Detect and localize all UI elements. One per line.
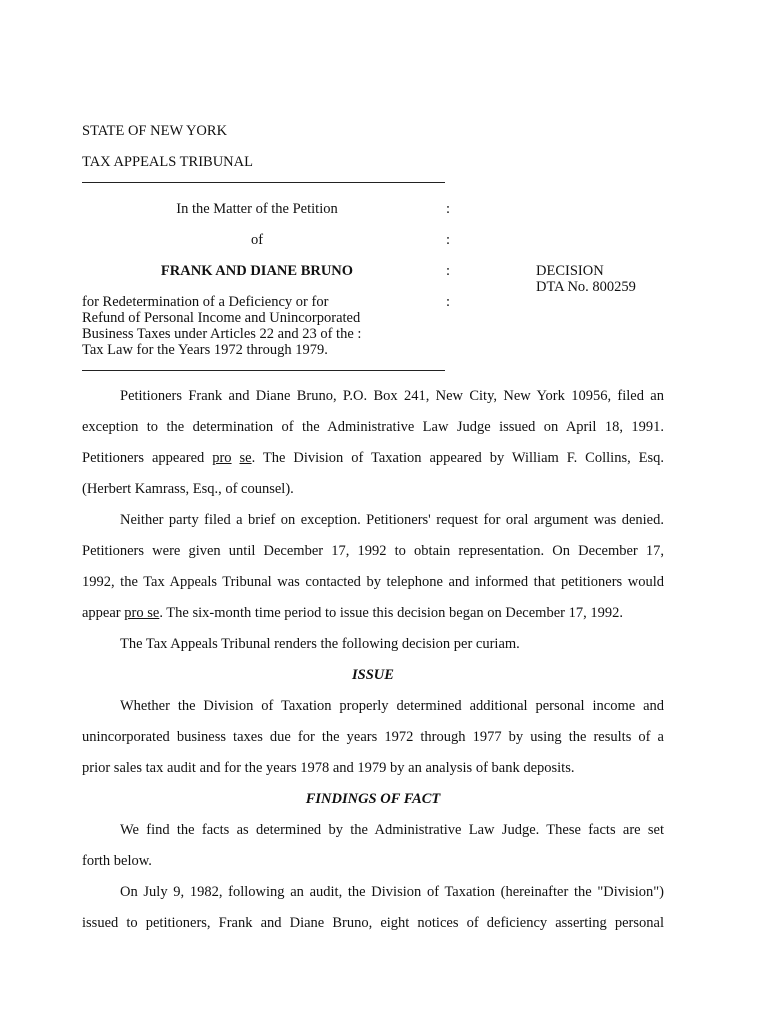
findings-heading: FINDINGS OF FACT xyxy=(305,791,441,807)
caption-purpose xyxy=(82,294,361,358)
caption-colon: : xyxy=(446,232,451,248)
body-line: unincorporated business taxes due for the years 1972 through 1977 by using the results of a xyxy=(82,729,664,745)
body-line: (Herbert Kamrass, Esq., of counsel). xyxy=(82,481,294,497)
pro-se-text: pro se xyxy=(124,605,160,621)
state-heading: STATE OF NEW YORK xyxy=(82,123,228,139)
caption-colon: : xyxy=(446,263,451,279)
caption-purpose-line: Business Taxes under Articles 22 and 23 of the : xyxy=(82,326,362,342)
dta-number: DTA No. 800259 xyxy=(536,279,636,295)
body-line xyxy=(82,449,664,467)
caption-bottom-rule xyxy=(82,370,445,371)
body-text: . The Division of Taxation appeared by William F. Collins, Esq. xyxy=(251,450,665,466)
tribunal-heading: TAX APPEALS TRIBUNAL xyxy=(82,154,253,170)
decision-label: DECISION xyxy=(536,263,604,279)
body-line: exception to the determination of the Administrative Law Judge issued on April 18, 1991. xyxy=(82,419,664,435)
body-line: We find the facts as determined by the Administrative Law Judge. These facts are set xyxy=(120,822,664,838)
body-line: Whether the Division of Taxation properly determined additional personal income and xyxy=(120,698,664,714)
body-line: Petitioners were given until December 17, 1992 to obtain representation. On December 17, xyxy=(82,543,664,559)
body-line xyxy=(82,604,664,622)
body-line: 1992, the Tax Appeals Tribunal was contacted by telephone and informed that petitioners would xyxy=(82,574,664,590)
caption-purpose-line: for Redetermination of a Deficiency or for xyxy=(82,294,329,310)
caption-colon: : xyxy=(446,294,451,310)
body-text: Petitioners appeared xyxy=(82,450,213,466)
caption-top-rule xyxy=(82,182,445,183)
body-text: appear xyxy=(82,605,125,621)
pro-se-text: pro xyxy=(212,450,232,466)
caption-petitioners: FRANK AND DIANE BRUNO xyxy=(160,263,354,279)
body-line: prior sales tax audit and for the years 1978 and 1979 by an analysis of bank deposits. xyxy=(82,760,575,776)
body-line: The Tax Appeals Tribunal renders the following decision per curiam. xyxy=(120,636,520,652)
caption-purpose-line: Refund of Personal Income and Unincorporated xyxy=(82,310,361,326)
issue-heading: ISSUE xyxy=(352,667,394,683)
body-line: issued to petitioners, Frank and Diane Bruno, eight notices of deficiency asserting personal xyxy=(82,915,664,931)
caption-purpose-line: Tax Law for the Years 1972 through 1979. xyxy=(82,342,328,358)
caption-colon: : xyxy=(446,201,451,217)
body-line: On July 9, 1982, following an audit, the Division of Taxation (hereinafter the "Division") xyxy=(120,884,664,900)
caption-of: of xyxy=(250,232,264,248)
body-line: forth below. xyxy=(82,853,152,869)
pro-se-text: se xyxy=(239,450,252,466)
body-line: Neither party filed a brief on exception. Petitioners' request for oral argument was denied. xyxy=(120,512,664,528)
caption-matter: In the Matter of the Petition xyxy=(176,201,338,217)
body-line: Petitioners Frank and Diane Bruno, P.O. Box 241, New City, New York 10956, filed an xyxy=(120,388,664,404)
body-text: . The six-month time period to issue this decision began on December 17, 1992. xyxy=(159,605,623,621)
